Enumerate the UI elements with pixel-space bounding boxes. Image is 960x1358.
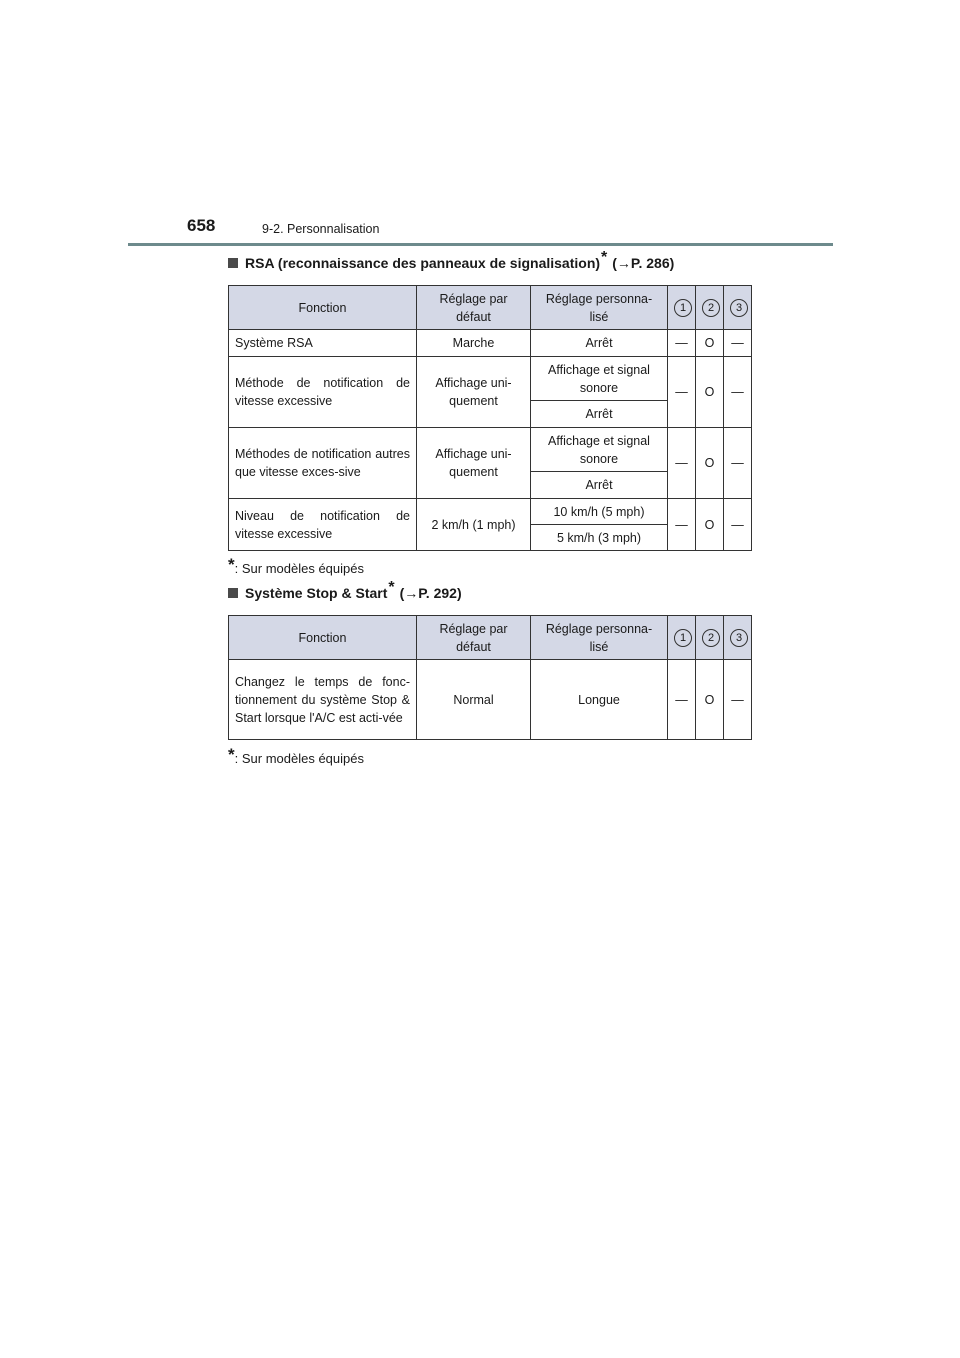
header-col-3 xyxy=(724,616,752,660)
cell-c3: — xyxy=(724,499,752,551)
header-col-2 xyxy=(696,616,724,660)
cell-default: Normal xyxy=(417,660,531,740)
header-custom: Réglage personna-lisé xyxy=(531,286,668,330)
page-number: 658 xyxy=(187,216,216,235)
stopstart-table xyxy=(228,615,752,740)
cell-custom: Affichage et signal sonore xyxy=(531,357,668,401)
footnote-text: : Sur modèles équipés xyxy=(234,561,364,576)
rsa-title: RSA (reconnaissance des panneaux de signalisation) xyxy=(245,255,601,271)
cell-custom: 10 km/h (5 mph) xyxy=(531,499,668,525)
table-row xyxy=(229,357,752,401)
cell-function: Système RSA xyxy=(229,330,417,357)
header-fonction: Fonction xyxy=(229,286,417,330)
asterisk-mark: * xyxy=(388,579,395,596)
circled-3-icon: 3 xyxy=(730,629,748,647)
cell-c3: — xyxy=(724,330,752,357)
section-label: 9-2. Personnalisation xyxy=(262,222,380,236)
stopstart-footnote xyxy=(228,745,364,768)
rsa-heading xyxy=(228,249,675,273)
cell-default: Marche xyxy=(417,330,531,357)
cell-custom: Affichage et signal sonore xyxy=(531,428,668,472)
header-rule xyxy=(128,243,833,246)
asterisk-mark: * xyxy=(228,745,235,764)
cell-c3: — xyxy=(724,660,752,740)
cell-function: Changez le temps de fonc-tionnement du système Stop & Start lorsque l'A/C est acti-vée xyxy=(229,660,417,740)
cell-c1: — xyxy=(668,428,696,499)
cell-custom: Arrêt xyxy=(531,401,668,428)
rsa-footnote xyxy=(228,555,364,578)
cell-c3: — xyxy=(724,428,752,499)
header-fonction: Fonction xyxy=(229,616,417,660)
header-custom: Réglage personna-lisé xyxy=(531,616,668,660)
cell-c2: O xyxy=(696,330,724,357)
table-row xyxy=(229,330,752,357)
asterisk-mark: * xyxy=(601,249,608,266)
header-col-1 xyxy=(668,616,696,660)
cell-custom: Arrêt xyxy=(531,330,668,357)
cell-c3: — xyxy=(724,357,752,428)
circled-1-icon: 1 xyxy=(674,629,692,647)
circled-3-icon: 3 xyxy=(730,299,748,317)
cell-c2: O xyxy=(696,660,724,740)
stopstart-page-ref[interactable]: (→P. 292) xyxy=(399,585,462,601)
cell-default: 2 km/h (1 mph) xyxy=(417,499,531,551)
asterisk-mark: * xyxy=(228,555,235,574)
cell-c2: O xyxy=(696,428,724,499)
circled-2-icon: 2 xyxy=(702,629,720,647)
table-row xyxy=(229,428,752,472)
header-col-3 xyxy=(724,286,752,330)
table-row xyxy=(229,499,752,525)
table-header-row xyxy=(229,286,752,330)
cell-function: Méthodes de notification autres que vitesse exces-sive xyxy=(229,428,417,499)
cell-c1: — xyxy=(668,357,696,428)
circled-1-icon: 1 xyxy=(674,299,692,317)
header-default: Réglage par défaut xyxy=(417,616,531,660)
square-bullet-icon xyxy=(228,258,238,268)
cell-function: Méthode de notification de vitesse excessive xyxy=(229,357,417,428)
header-default: Réglage par défaut xyxy=(417,286,531,330)
stopstart-title: Système Stop & Start xyxy=(245,585,388,601)
cell-function: Niveau de notification de vitesse excessive xyxy=(229,499,417,551)
header-col-1 xyxy=(668,286,696,330)
rsa-page-ref[interactable]: (→P. 286) xyxy=(612,255,675,271)
cell-c2: O xyxy=(696,357,724,428)
cell-custom: Arrêt xyxy=(531,472,668,499)
cell-custom: Longue xyxy=(531,660,668,740)
square-bullet-icon xyxy=(228,588,238,598)
cell-default: Affichage uni-quement xyxy=(417,428,531,499)
header-col-2 xyxy=(696,286,724,330)
cell-c1: — xyxy=(668,660,696,740)
rsa-table xyxy=(228,285,752,551)
cell-custom: 5 km/h (3 mph) xyxy=(531,525,668,551)
table-header-row xyxy=(229,616,752,660)
cell-c1: — xyxy=(668,330,696,357)
table-row xyxy=(229,660,752,740)
cell-default: Affichage uni-quement xyxy=(417,357,531,428)
cell-c2: O xyxy=(696,499,724,551)
cell-c1: — xyxy=(668,499,696,551)
footnote-text: : Sur modèles équipés xyxy=(234,751,364,766)
circled-2-icon: 2 xyxy=(702,299,720,317)
stopstart-heading xyxy=(228,579,462,603)
